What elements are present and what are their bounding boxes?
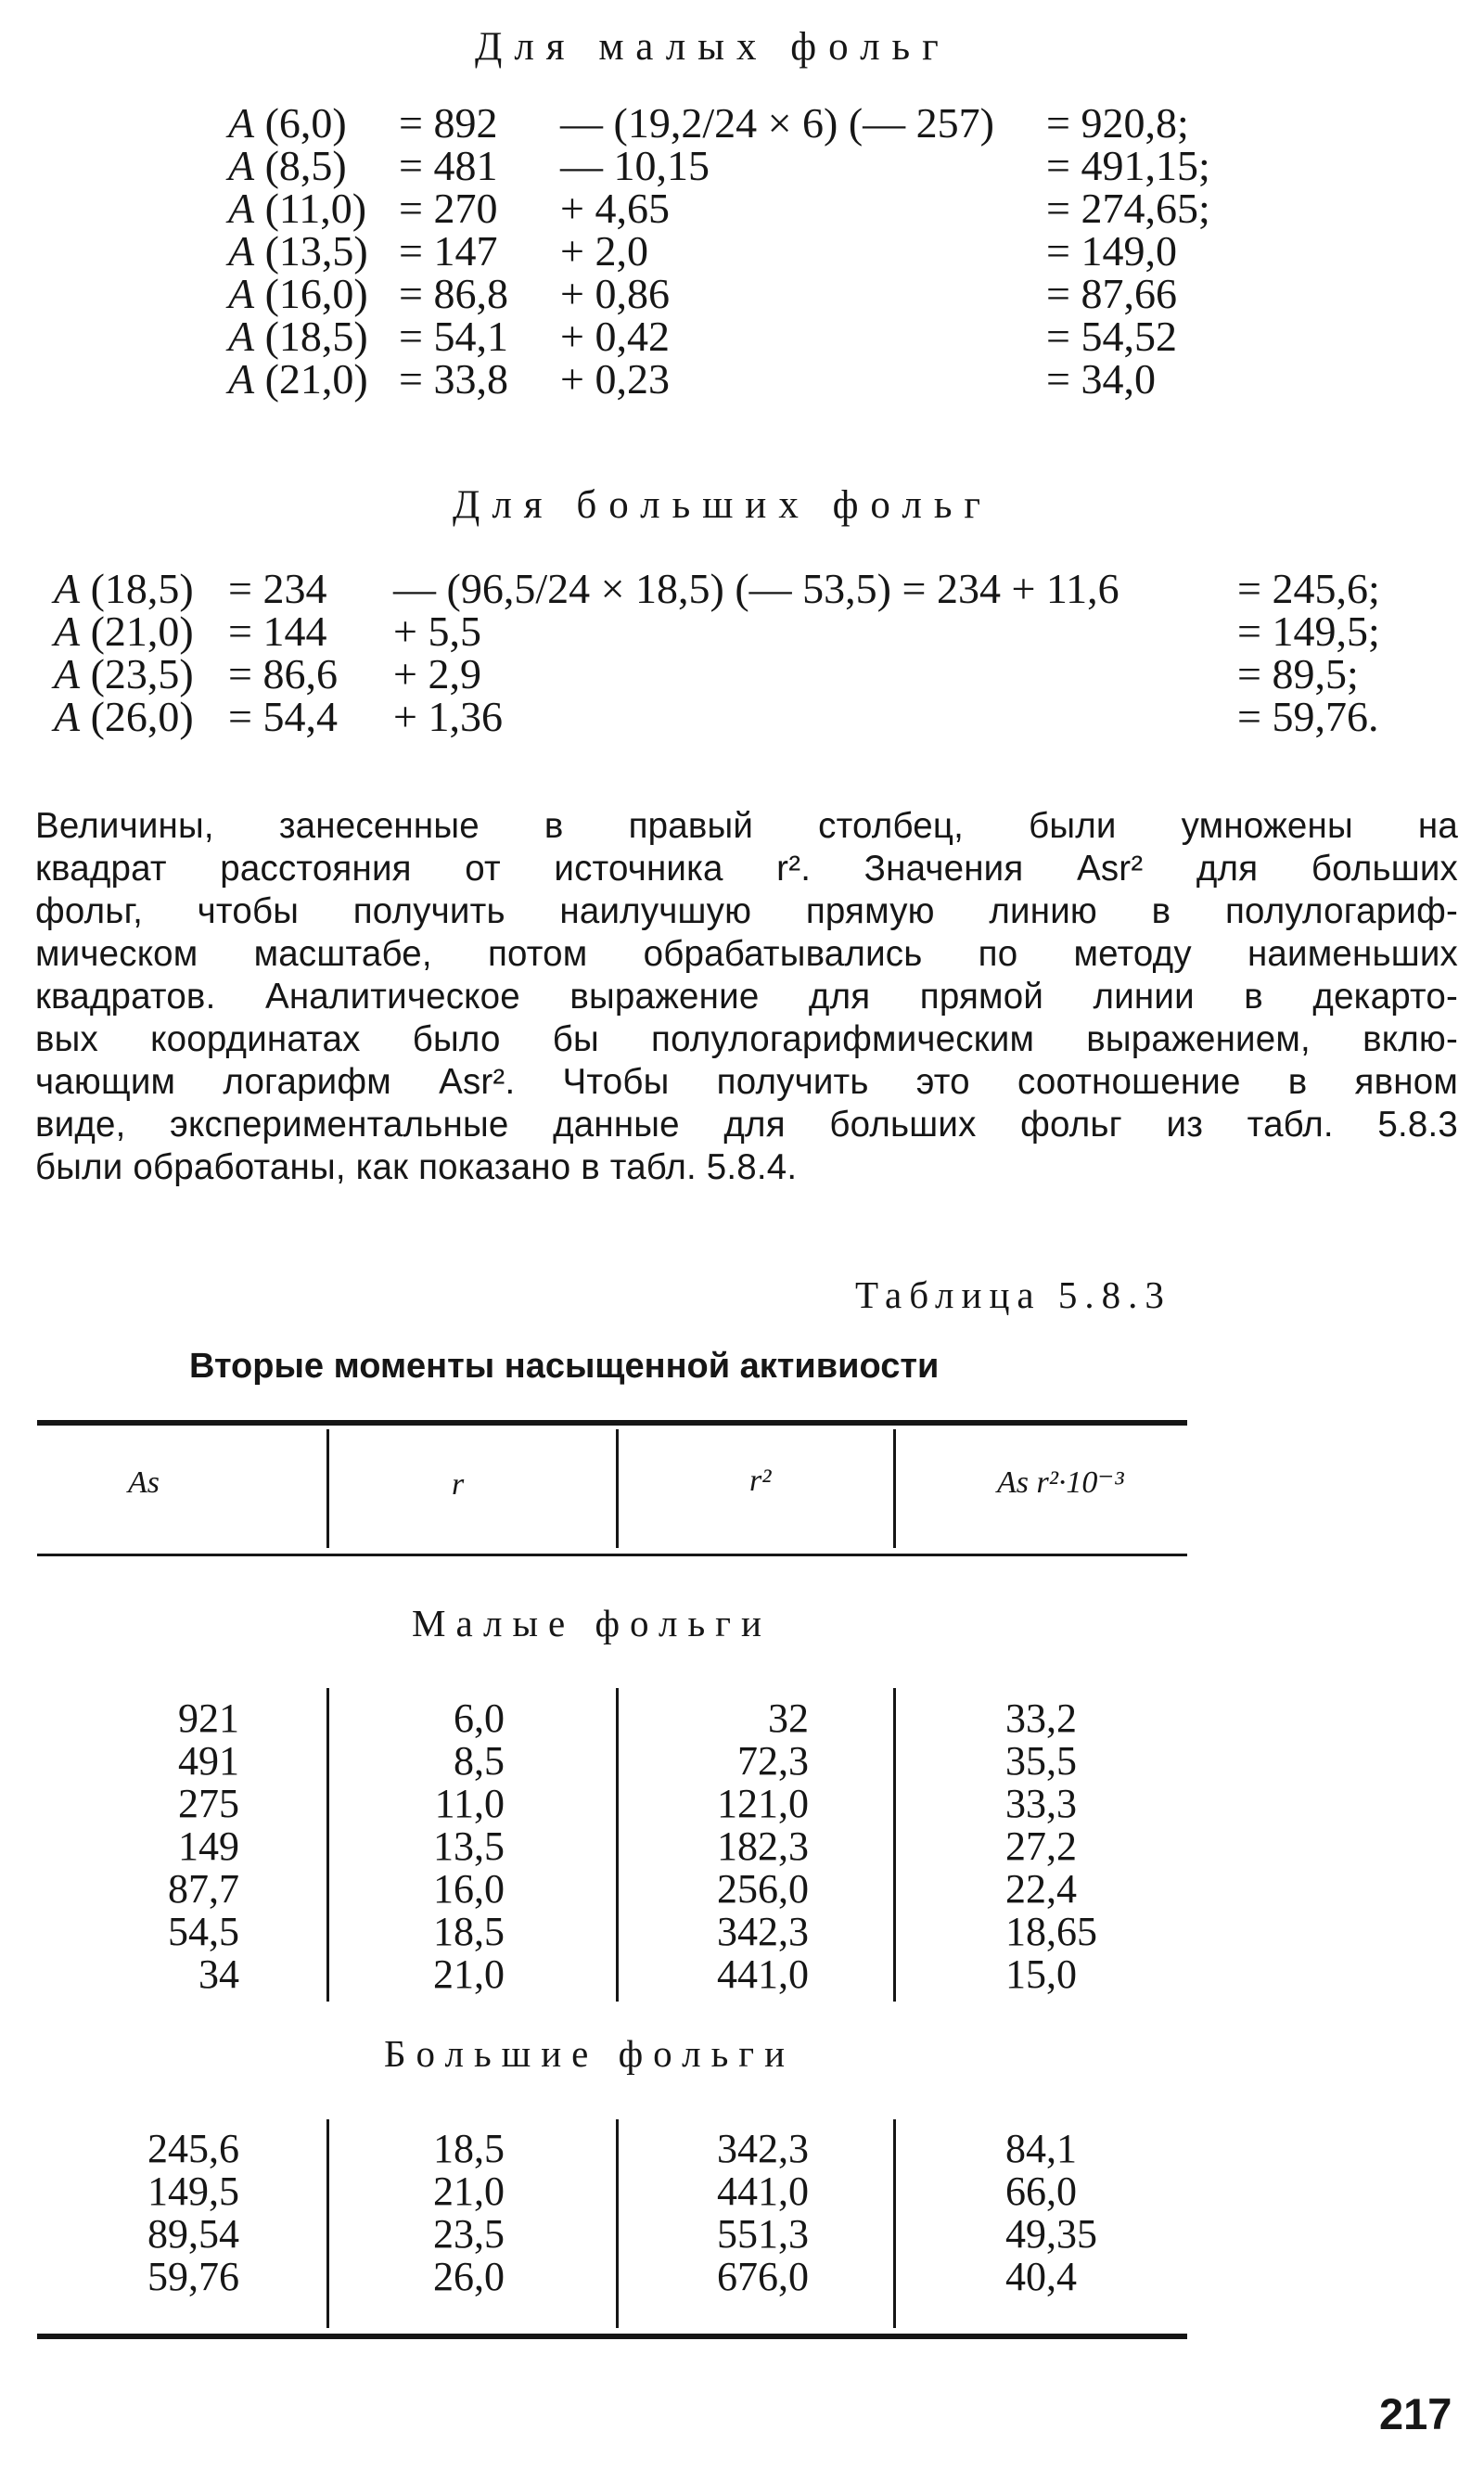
table-cell: 676,0 xyxy=(717,2254,809,2299)
table-cell: 342,3 xyxy=(717,1909,809,1954)
column-divider xyxy=(326,2119,329,2328)
equation-res: = 491,15; xyxy=(1046,142,1210,189)
small-foils-heading: Для малых фольг xyxy=(475,25,951,69)
equation-corr: + 0,42 xyxy=(560,313,670,360)
equation-lhs: A (8,5) xyxy=(228,142,347,189)
table-header-rule xyxy=(37,1554,1187,1556)
equation-lhs: A (21,0) xyxy=(228,355,368,403)
table-cell: 54,5 xyxy=(168,1909,239,1954)
paragraph-line: Величины, занесенные в правый столбец, были умножены на xyxy=(35,806,1458,846)
table-cell: 21,0 xyxy=(433,2168,505,2214)
paragraph-line: квадратов. Аналитическое выражение для прямой линии в декарто- xyxy=(35,977,1458,1017)
equation-val: = 86,8 xyxy=(399,270,508,317)
table-cell: 921 xyxy=(178,1695,239,1741)
table-cell: 441,0 xyxy=(717,1951,809,1997)
column-divider xyxy=(326,1688,329,2002)
equation-res: = 87,66 xyxy=(1046,270,1177,317)
equation-corr: — (96,5/24 × 18,5) (— 53,5) = 234 + 11,6 xyxy=(393,565,1119,612)
header-r-squared: r² xyxy=(749,1464,772,1498)
column-divider xyxy=(893,2119,896,2328)
body-paragraph xyxy=(35,805,1458,1189)
equation-lhs: A (18,5) xyxy=(228,313,368,360)
header-as-r-squared: As r²·10⁻³ xyxy=(997,1465,1124,1500)
equation-corr: + 2,9 xyxy=(393,650,481,697)
equation-res: = 274,65; xyxy=(1046,185,1210,232)
equation-corr: — 10,15 xyxy=(560,142,710,189)
equation-lhs: A (11,0) xyxy=(228,185,367,232)
equation-val: = 234 xyxy=(228,565,327,612)
table-cell: 245,6 xyxy=(147,2126,239,2171)
table-cell: 23,5 xyxy=(433,2211,505,2257)
table-cell: 66,0 xyxy=(1005,2168,1077,2214)
table-cell: 15,0 xyxy=(1005,1951,1077,1997)
table-cell: 33,2 xyxy=(1005,1695,1077,1741)
paragraph-line: были обработаны, как показано в табл. 5.8.4. xyxy=(35,1147,798,1187)
table-cell: 149 xyxy=(178,1823,239,1869)
column-divider xyxy=(893,1429,896,1548)
equation-corr: + 0,86 xyxy=(560,270,670,317)
large-foils-heading: Для больших фольг xyxy=(453,483,993,527)
equation-val: = 892 xyxy=(399,99,498,147)
equation-lhs: A (6,0) xyxy=(228,99,347,147)
table-cell: 13,5 xyxy=(433,1823,505,1869)
table-cell: 87,7 xyxy=(168,1866,239,1912)
table-cell: 22,4 xyxy=(1005,1866,1077,1912)
equation-lhs: A (23,5) xyxy=(54,650,194,697)
table-cell: 33,3 xyxy=(1005,1781,1077,1826)
column-divider xyxy=(616,1429,619,1548)
table-cell: 16,0 xyxy=(433,1866,505,1912)
equation-corr: + 2,0 xyxy=(560,227,648,275)
equation-res: = 149,5; xyxy=(1237,608,1380,655)
table-cell: 11,0 xyxy=(434,1781,505,1826)
equation-res: = 149,0 xyxy=(1046,227,1177,275)
equation-lhs: A (21,0) xyxy=(54,608,194,655)
table-top-rule xyxy=(37,1420,1187,1426)
table-cell: 89,54 xyxy=(147,2211,239,2257)
table-cell: 149,5 xyxy=(147,2168,239,2214)
equation-res: = 34,0 xyxy=(1046,355,1156,403)
table-cell: 32 xyxy=(768,1695,809,1741)
paragraph-line: чающим логарифм Asr². Чтобы получить это соотношение в явном xyxy=(35,1062,1458,1102)
column-divider xyxy=(616,2119,619,2328)
page-number: 217 xyxy=(1379,2389,1452,2438)
table-cell: 8,5 xyxy=(454,1738,505,1784)
header-r: r xyxy=(452,1467,465,1502)
table-cell: 275 xyxy=(178,1781,239,1826)
equation-res: = 245,6; xyxy=(1237,565,1380,612)
equation-val: = 147 xyxy=(399,227,498,275)
table-cell: 18,65 xyxy=(1005,1909,1097,1954)
table-cell: 40,4 xyxy=(1005,2254,1077,2299)
table-cell: 72,3 xyxy=(737,1738,809,1784)
column-divider xyxy=(616,1688,619,2002)
equation-corr: + 0,23 xyxy=(560,355,670,403)
table-cell: 49,35 xyxy=(1005,2211,1097,2257)
equation-val: = 86,6 xyxy=(228,650,338,697)
equation-val: = 144 xyxy=(228,608,327,655)
equation-corr: + 4,65 xyxy=(560,185,670,232)
table-cell: 59,76 xyxy=(147,2254,239,2299)
equation-lhs: A (26,0) xyxy=(54,693,194,740)
table-bottom-rule xyxy=(37,2334,1187,2339)
equation-res: = 54,52 xyxy=(1046,313,1177,360)
equation-corr: — (19,2/24 × 6) (— 257) xyxy=(560,99,994,147)
equation-val: = 33,8 xyxy=(399,355,508,403)
table-cell: 6,0 xyxy=(454,1695,505,1741)
column-divider xyxy=(893,1688,896,2002)
equation-res: = 59,76. xyxy=(1237,693,1379,740)
small-foils-section: Малые фольги xyxy=(412,1602,772,1644)
equation-lhs: A (16,0) xyxy=(228,270,368,317)
table-cell: 35,5 xyxy=(1005,1738,1077,1784)
equation-val: = 54,4 xyxy=(228,693,338,740)
equation-corr: + 1,36 xyxy=(393,693,503,740)
equation-val: = 481 xyxy=(399,142,498,189)
equation-val: = 270 xyxy=(399,185,498,232)
large-foils-section: Большие фольги xyxy=(384,2032,796,2075)
table-cell: 256,0 xyxy=(717,1866,809,1912)
table-cell: 34 xyxy=(198,1951,239,1997)
header-as: As xyxy=(128,1465,160,1500)
table-cell: 84,1 xyxy=(1005,2126,1077,2171)
equation-lhs: A (13,5) xyxy=(228,227,368,275)
equation-val: = 54,1 xyxy=(399,313,508,360)
table-cell: 551,3 xyxy=(717,2211,809,2257)
table-title: Вторые моменты насыщенной активиости xyxy=(189,1347,940,1386)
column-divider xyxy=(326,1429,329,1548)
paragraph-line: фольг, чтобы получить наилучшую прямую линию в полулогариф- xyxy=(35,891,1458,931)
table-cell: 342,3 xyxy=(717,2126,809,2171)
table-cell: 491 xyxy=(178,1738,239,1784)
paragraph-line: квадрат расстояния от источника r². Значения Asr² для больших xyxy=(35,849,1458,889)
equation-corr: + 5,5 xyxy=(393,608,481,655)
table-cell: 21,0 xyxy=(433,1951,505,1997)
paragraph-line: виде, экспериментальные данные для больших фольг из табл. 5.8.3 xyxy=(35,1105,1458,1145)
equation-res: = 920,8; xyxy=(1046,99,1189,147)
table-label: Таблица 5.8.3 xyxy=(855,1273,1171,1316)
table-cell: 18,5 xyxy=(433,2126,505,2171)
table-cell: 18,5 xyxy=(433,1909,505,1954)
paragraph-line: вых координатах было бы полулогарифмическим выражением, вклю- xyxy=(35,1019,1458,1059)
table-cell: 26,0 xyxy=(433,2254,505,2299)
table-cell: 121,0 xyxy=(717,1781,809,1826)
table-cell: 27,2 xyxy=(1005,1823,1077,1869)
equation-res: = 89,5; xyxy=(1237,650,1359,697)
table-cell: 182,3 xyxy=(717,1823,809,1869)
equation-lhs: A (18,5) xyxy=(54,565,194,612)
table-cell: 441,0 xyxy=(717,2168,809,2214)
paragraph-line: мическом масштабе, потом обрабатывались по методу наименьших xyxy=(35,934,1458,974)
